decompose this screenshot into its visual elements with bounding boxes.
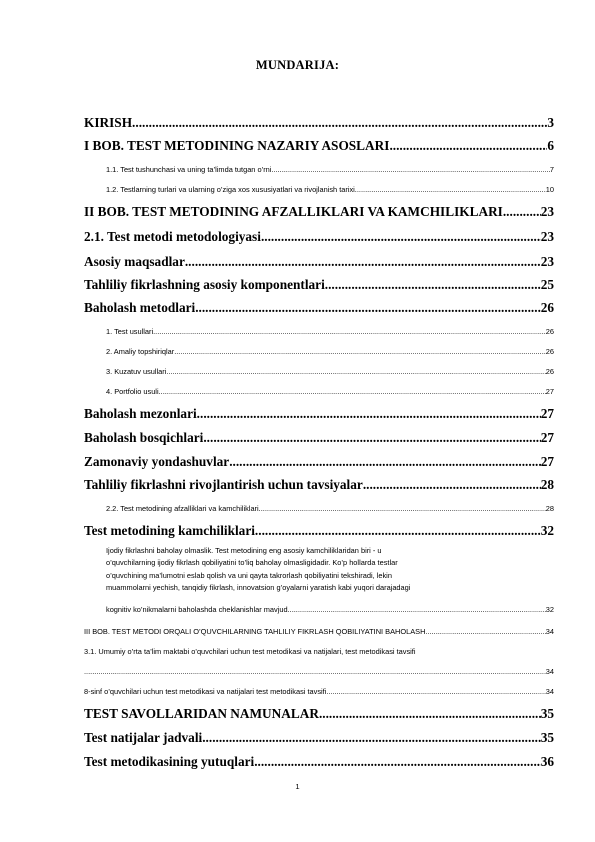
toc-entry-label: 3. Kuzatuv usullari (106, 367, 167, 376)
paragraph-line: o’quvchilarning ijodiy fikrlash qobiliyatini to’liq baholay olmasligidadir. Ko’p hollarda testlar (106, 558, 398, 568)
toc-leader-dots (195, 299, 541, 317)
toc-entry-section-3-1-text[interactable]: 3.1. Umumiy o’rta ta’lim maktabi o’quvchilari uchun test metodikasi va natijalari, test metodikasi tavsifi (84, 647, 416, 656)
toc-entry-chapter-2[interactable] (84, 203, 554, 221)
toc-page-number: 28 (545, 504, 554, 513)
toc-entry-analytic-components[interactable] (84, 276, 554, 294)
toc-leader-dots (425, 626, 545, 637)
toc-page-number: 26 (540, 300, 554, 315)
toc-entry-recommendations[interactable] (84, 476, 554, 494)
toc-entry-label: kognitiv ko’nikmalarni baholashda cheklanishlar mavjud (106, 605, 288, 614)
toc-entry-label: Test metodining kamchiliklari (84, 523, 255, 538)
toc-leader-dots (319, 705, 541, 723)
toc-leader-dots (84, 666, 546, 677)
toc-leader-dots (166, 366, 545, 377)
toc-leader-dots (153, 326, 546, 337)
toc-entry-label: Baholash mezonlari (84, 406, 197, 421)
toc-entry-label: 1. Test usullari (106, 327, 154, 336)
toc-page-number: 34 (545, 627, 554, 636)
toc-leader-dots (503, 203, 541, 221)
toc-entry-assessment-criteria[interactable] (84, 405, 554, 423)
toc-page-number: 23 (540, 254, 554, 269)
toc-page-number: 23 (540, 204, 554, 219)
contents-title: MUNDARIJA: (255, 58, 340, 72)
toc-leader-dots (355, 184, 546, 195)
toc-page-number: 26 (545, 367, 554, 376)
toc-entry-label: Tahliliy fikrlashning asosiy komponentlari (84, 277, 325, 292)
toc-entry-section-1-1[interactable] (106, 164, 554, 175)
toc-entry-label: 2. Amaliy topshiriqlar (106, 347, 175, 356)
toc-entry-section-1-2[interactable] (106, 184, 554, 195)
toc-page-number: 3 (547, 115, 554, 130)
toc-entry-label: TEST SAVOLLARIDAN NAMUNALAR (84, 706, 319, 721)
toc-entry-test-methods[interactable] (106, 326, 554, 337)
toc-page-number: 35 (540, 730, 554, 745)
toc-entry-test-drawbacks[interactable] (84, 522, 554, 540)
toc-entry-chapter-1[interactable] (84, 137, 554, 155)
toc-page-number: 32 (540, 523, 554, 538)
toc-leader-dots (325, 276, 541, 294)
toc-entry-label: Test natijalar jadvali (84, 730, 203, 745)
toc-page-number: 23 (540, 229, 554, 244)
toc-leader-dots (174, 346, 546, 357)
toc-page-number: 36 (540, 754, 554, 769)
toc-entry-assessment-stages[interactable] (84, 429, 554, 447)
toc-page-number: 26 (545, 327, 554, 336)
toc-page-number: 26 (545, 347, 554, 356)
toc-leader-dots (288, 604, 546, 615)
toc-leader-dots (261, 228, 541, 246)
toc-entry-label: I BOB. TEST METODINING NAZARIY ASOSLARI (84, 138, 390, 153)
toc-entry-label: 8-sinf o’quvchilari uchun test metodikasi va natijalari test metodikasi tavsifi (84, 687, 327, 696)
toc-leader-dots (389, 137, 547, 155)
toc-entry-portfolio-method[interactable] (106, 386, 554, 397)
toc-entry-main-goals[interactable] (84, 253, 554, 271)
toc-leader-dots (203, 429, 540, 447)
toc-entry-modern-approaches[interactable] (84, 453, 554, 471)
toc-leader-dots (159, 386, 546, 397)
toc-page-number: 32 (545, 605, 554, 614)
toc-page-number: 27 (540, 430, 554, 445)
toc-entry-label: 1.1. Test tushunchasi va uning ta’limda tutgan o’rni (106, 165, 272, 174)
toc-entry-grade-8[interactable] (84, 686, 554, 697)
toc-entry-section-2-1[interactable] (84, 228, 554, 246)
toc-page-number: 27 (540, 454, 554, 469)
toc-entry-label: Baholash metodlari (84, 300, 196, 315)
paragraph-line: muammolarni yechish, tanqidiy fikrlash, innovatsion g’oyalarni yaratish kabi yuqori darajadagi (106, 582, 411, 592)
toc-entry-label: 1.2. Testlarning turlari va ularning o’ziga xos xususiyatlari va rivojlanish tarixi (106, 185, 355, 194)
paragraph-line: Ijodiy fikrlashni baholay olmaslik. Test metodining eng asosiy kamchiliklaridan biri - u (106, 546, 382, 555)
toc-page-number: 10 (545, 185, 554, 194)
toc-entry-creative-thinking[interactable] (106, 604, 554, 615)
toc-entry-label: Zamonaviy yondashuvlar (84, 454, 230, 469)
toc-page-number: 27 (545, 387, 554, 396)
toc-page-number: 35 (540, 706, 554, 721)
toc-entry-label: Baholash bosqichlari (84, 430, 204, 445)
toc-leader-dots (363, 476, 541, 494)
toc-leader-dots (197, 405, 541, 423)
toc-leader-dots (259, 503, 546, 514)
page-number: 1 (295, 782, 300, 791)
toc-entry-section-2-2[interactable] (106, 503, 554, 514)
toc-entry-label: Asosiy maqsadlar (84, 254, 185, 269)
toc-page-number: 34 (545, 687, 554, 696)
toc-entry-label: 2.2. Test metodining afzalliklari va kamchiliklari (106, 504, 259, 513)
toc-entry-label: Test metodikasining yutuqlari (84, 754, 255, 769)
toc-leader-dots (202, 729, 540, 747)
toc-leader-dots (185, 253, 541, 271)
toc-leader-dots (326, 686, 545, 697)
toc-entry-chapter-3[interactable] (84, 626, 554, 637)
toc-leader-dots (229, 453, 541, 471)
toc-page-number: 34 (545, 667, 554, 676)
toc-entry-label: KIRISH (84, 115, 133, 130)
toc-page-number: 25 (540, 277, 554, 292)
toc-entry-sample-questions[interactable] (84, 705, 554, 723)
toc-entry-observation-methods[interactable] (106, 366, 554, 377)
toc-page-number: 7 (549, 165, 554, 174)
toc-leader-dots (271, 164, 549, 175)
toc-entry-practical-tasks[interactable] (106, 346, 554, 357)
toc-entry-label: 2.1. Test metodi metodologiyasi (84, 229, 261, 244)
paragraph-line: o’quvchining ma’lumotni eslab qolish va uni qayta takrorlash qobiliyatini tekshiradi, lekin (106, 570, 392, 580)
toc-entry-label: Tahliliy fikrlashni rivojlantirish uchun tavsiyalar (84, 477, 363, 492)
toc-entry-label: III BOB. TEST METODI ORQALI O’QUVCHILARNING TAHLILIY FIKRLASH QOBILIYATINI BAHOLASH (84, 627, 426, 636)
toc-entry-results-table[interactable] (84, 729, 554, 747)
toc-page-number: 27 (540, 406, 554, 421)
toc-entry-section-3-1[interactable] (84, 666, 554, 677)
toc-entry-label: 4. Portfolio usuli (106, 387, 159, 396)
toc-leader-dots (254, 753, 541, 771)
toc-page-number: 28 (540, 477, 554, 492)
toc-page-number: 6 (547, 138, 554, 153)
toc-leader-dots (132, 114, 547, 132)
toc-entry-label: II BOB. TEST METODINING AFZALLIKLARI VA KAMCHILIKLARI (84, 204, 503, 219)
toc-entry-achievements[interactable] (84, 753, 554, 771)
toc-entry-assessment-methods[interactable] (84, 299, 554, 317)
toc-entry-introduction[interactable] (84, 114, 554, 132)
toc-leader-dots (255, 522, 541, 540)
toc-entry-paragraph (106, 545, 546, 594)
